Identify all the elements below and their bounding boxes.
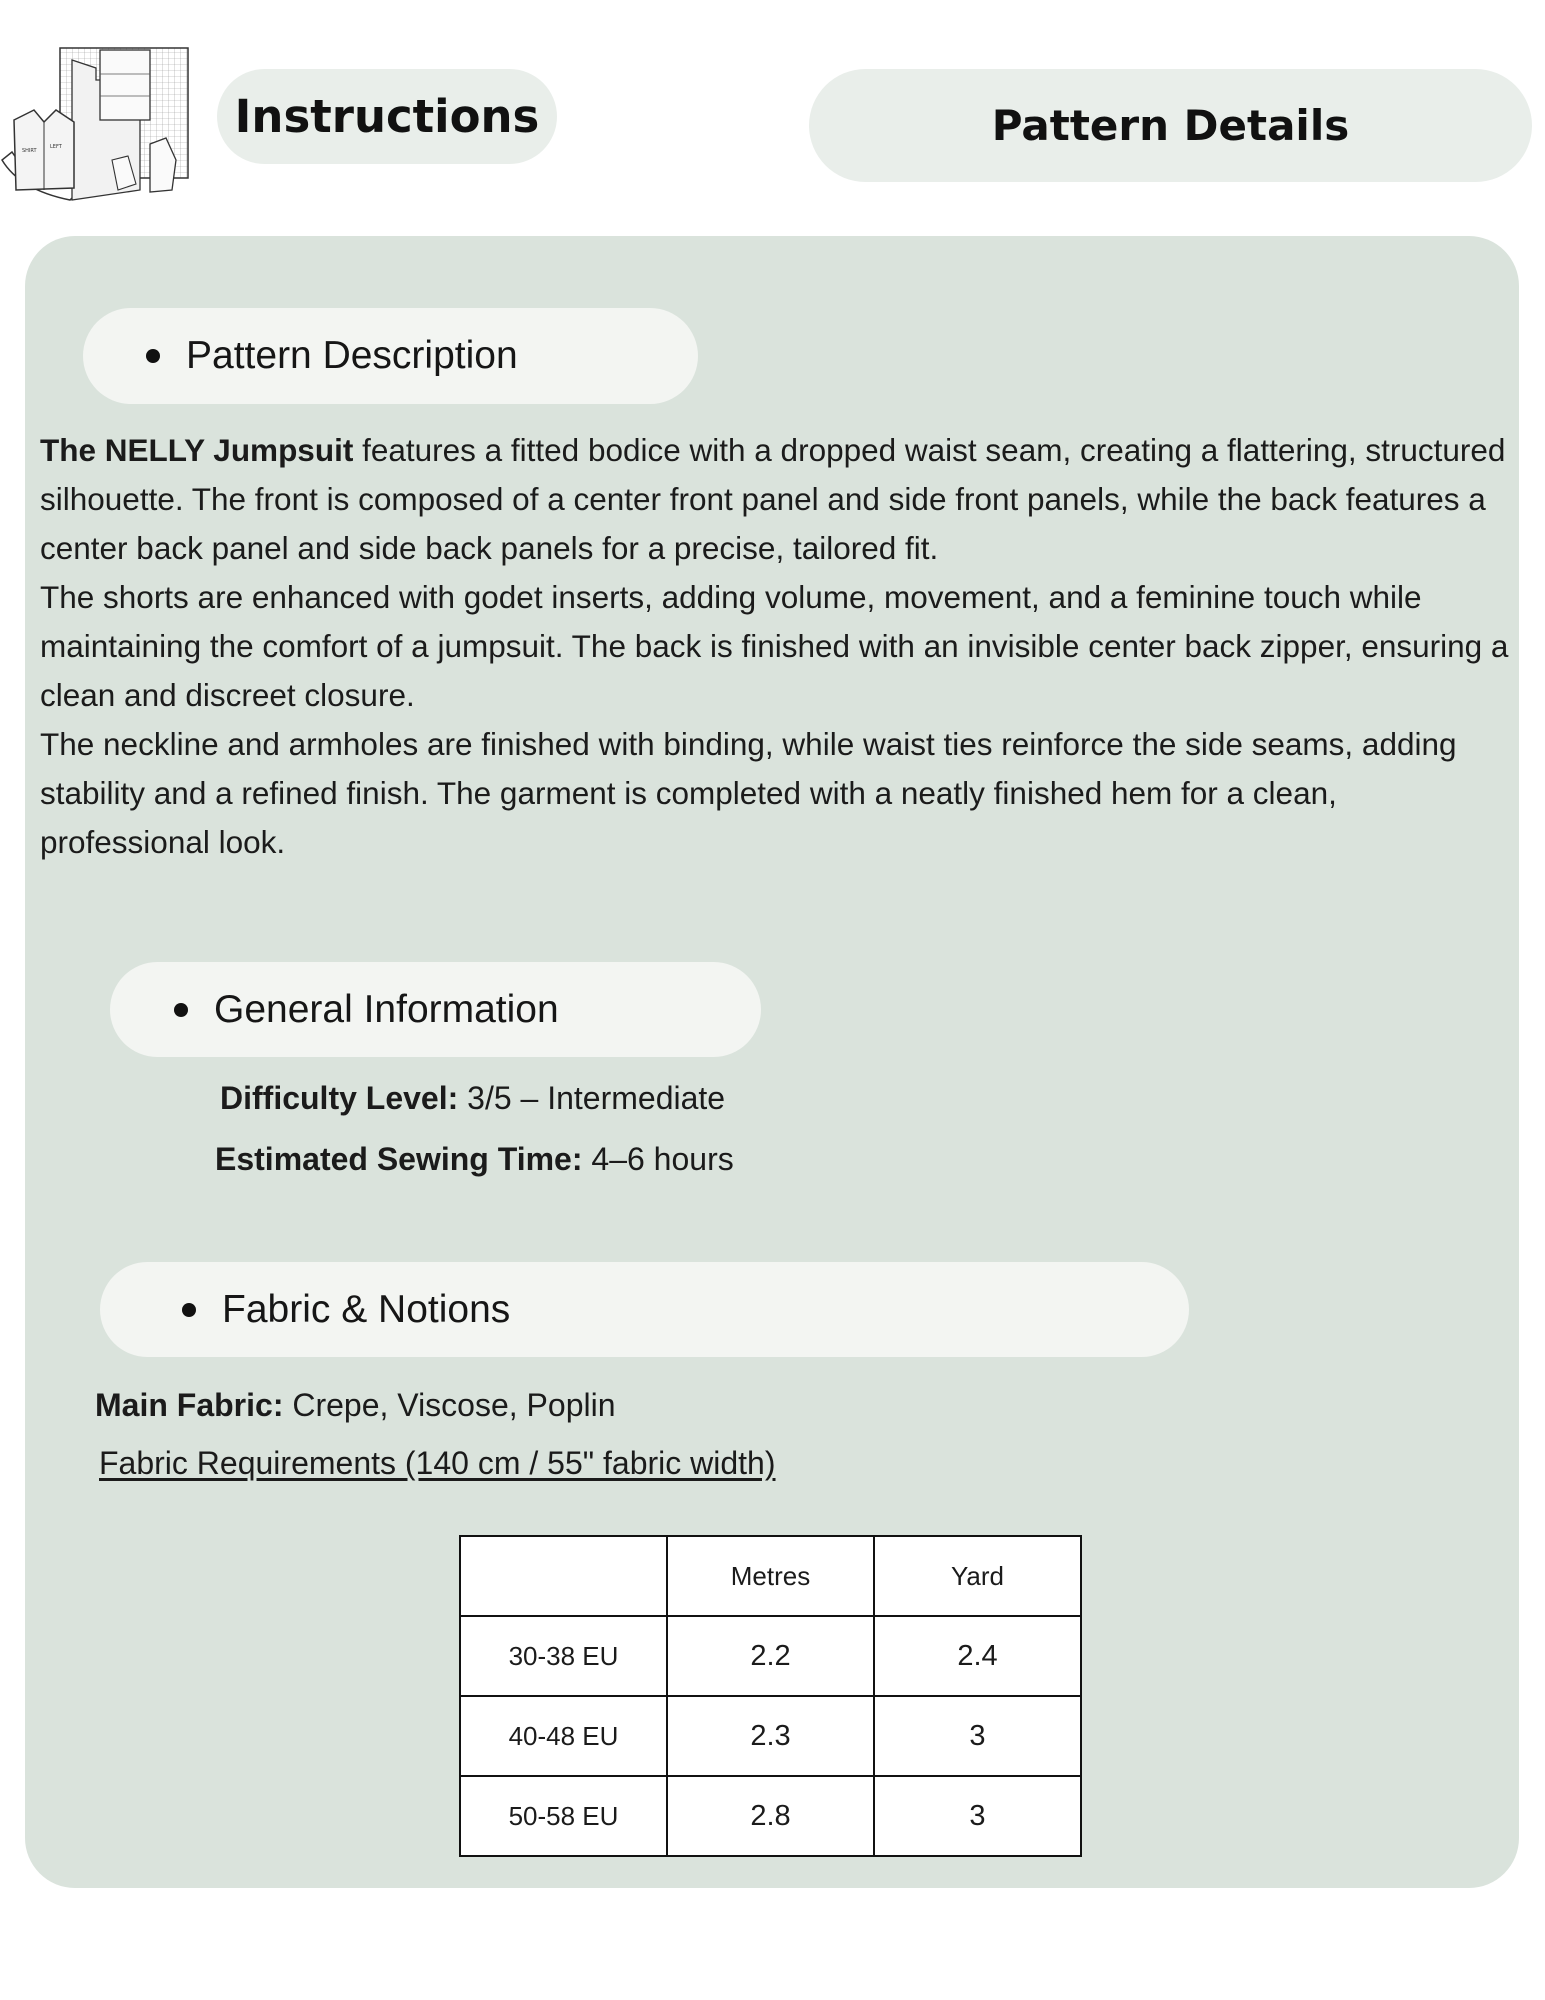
difficulty-level xyxy=(220,1080,725,1117)
section-title: Pattern Description xyxy=(186,334,518,377)
size-cell: 40-48 EU xyxy=(460,1696,667,1776)
estimated-sewing-time xyxy=(215,1141,734,1178)
table-header-cell: Yard xyxy=(874,1536,1081,1616)
section-header-fabric-notions xyxy=(100,1262,1189,1357)
table-row xyxy=(460,1776,1081,1856)
main-fabric-value: Crepe, Viscose, Poplin xyxy=(283,1387,616,1423)
metres-cell: 2.8 xyxy=(667,1776,874,1856)
svg-text:SHIRT: SHIRT xyxy=(22,148,37,154)
bullet-icon xyxy=(146,349,160,363)
description-text: features a fitted bodice with a dropped waist seam, creating a flattering, structured silhouette. The front is composed of a center front panel and side front panels, while the back features a center back panel and side back panels for a precise, tailored fit. xyxy=(40,432,1506,566)
table-header-cell xyxy=(460,1536,667,1616)
table-row xyxy=(460,1696,1081,1776)
bullet-icon xyxy=(182,1303,196,1317)
sewing-time-label: Estimated Sewing Time: xyxy=(215,1141,583,1177)
difficulty-label: Difficulty Level: xyxy=(220,1080,459,1116)
instructions-label: Instructions xyxy=(234,90,540,143)
main-fabric-label: Main Fabric: xyxy=(95,1387,284,1423)
description-paragraph: The shorts are enhanced with godet inserts, adding volume, movement, and a feminine touch while maintaining the comfort of a jumpsuit. The back is finished with an invisible center back zipper, ensuring a clean and discreet closure. xyxy=(40,579,1509,713)
description-paragraph xyxy=(40,426,1510,573)
section-title: Fabric & Notions xyxy=(222,1287,511,1331)
yard-cell: 3 xyxy=(874,1776,1081,1856)
section-title: General Information xyxy=(214,987,559,1031)
product-name: The NELLY Jumpsuit xyxy=(40,432,354,468)
bullet-icon xyxy=(174,1003,188,1017)
yard-cell: 2.4 xyxy=(874,1616,1081,1696)
pattern-description-text xyxy=(40,426,1510,867)
table-header-cell: Metres xyxy=(667,1536,874,1616)
yard-cell: 3 xyxy=(874,1696,1081,1776)
sewing-time-value: 4–6 hours xyxy=(582,1141,734,1177)
sewing-pattern-pieces-icon xyxy=(0,40,192,210)
pattern-details-label: Pattern Details xyxy=(991,101,1350,150)
table-row xyxy=(460,1616,1081,1696)
main-fabric xyxy=(95,1387,616,1424)
table-header-row xyxy=(460,1536,1081,1616)
size-cell: 50-58 EU xyxy=(460,1776,667,1856)
difficulty-value: 3/5 – Intermediate xyxy=(458,1080,726,1116)
svg-text:LEFT: LEFT xyxy=(50,144,62,150)
section-header-pattern-description xyxy=(83,308,698,404)
metres-cell: 2.3 xyxy=(667,1696,874,1776)
description-paragraph: The neckline and armholes are finished with binding, while waist ties reinforce the side seams, adding stability and a refined finish. The garment is completed with a neatly finished hem for a clean, professional look. xyxy=(40,726,1457,860)
fabric-requirements-table xyxy=(459,1535,1082,1857)
pattern-details-tab[interactable] xyxy=(809,69,1532,182)
section-header-general-information xyxy=(110,962,761,1057)
size-cell: 30-38 EU xyxy=(460,1616,667,1696)
metres-cell: 2.2 xyxy=(667,1616,874,1696)
fabric-requirements-title: Fabric Requirements (140 cm / 55" fabric width) xyxy=(99,1445,776,1481)
instructions-tab[interactable] xyxy=(217,69,557,164)
